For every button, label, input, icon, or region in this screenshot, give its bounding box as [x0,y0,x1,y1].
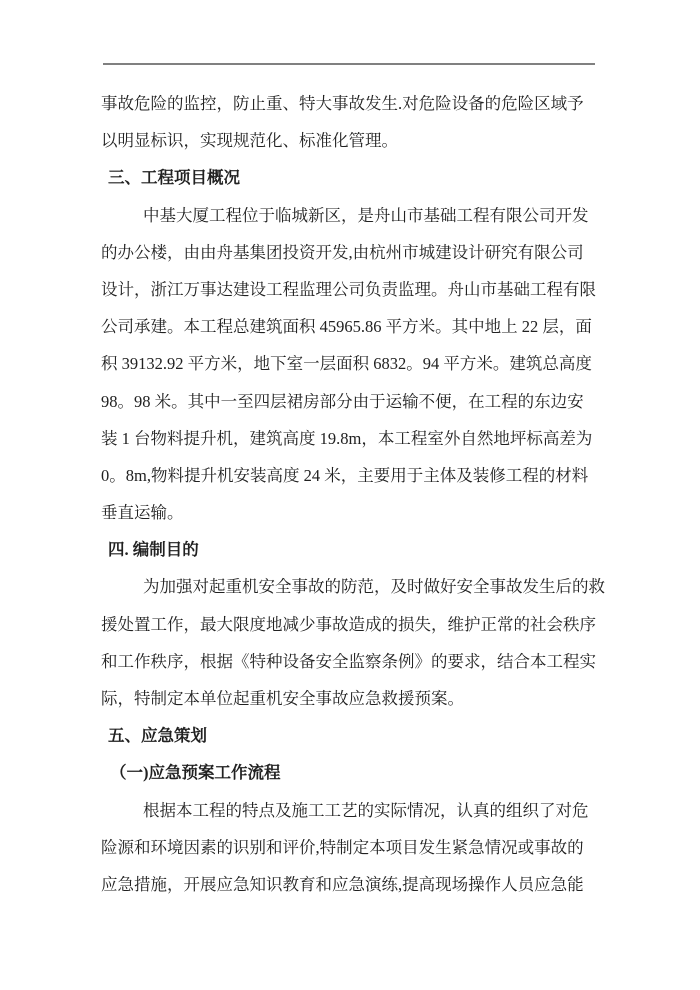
paragraph-line: 应急措施，开展应急知识教育和应急演练,提高现场操作人员应急能 [101,874,584,894]
paragraph-line: 和工作秩序，根据《特种设备安全监察条例》的要求，结合本工程实 [101,651,596,671]
paragraph-line: 际，特制定本单位起重机安全事故应急救援预案。 [101,689,464,708]
paragraph-line: 98。98 米。其中一至四层裙房部分由于运输不便，在工程的东边安 [101,391,584,411]
section-heading: 五、应急策划 [108,726,207,746]
paragraph-line: 积 39132.92 平方米，地下室一层面积 6832。94 平方米。建筑总高度 [101,354,592,374]
section-heading: 三、工程项目概况 [108,168,240,188]
header-rule [103,63,595,65]
section-subheading: （一)应急预案工作流程 [110,763,281,783]
paragraph-line: 根据本工程的特点及施工工艺的实际情况，认真的组织了对危 [143,800,589,820]
paragraph-line: 0。8m,物料提升机安装高度 24 米，主要用于主体及装修工程的材料 [101,465,589,485]
paragraph-line: 中基大厦工程位于临城新区，是舟山市基础工程有限公司开发 [143,205,589,225]
paragraph-line: 垂直运输。 [101,503,184,523]
paragraph-line: 援处置工作，最大限度地减少事故造成的损失，维护正常的社会秩序 [101,614,596,634]
paragraph-line: 以明显标识，实现规范化、标准化管理。 [101,131,398,151]
paragraph-line: 事故危险的监控，防止重、特大事故发生.对危险设备的危险区域予 [101,94,584,113]
paragraph-line: 公司承建。本工程总建筑面积 45965.86 平方米。其中地上 22 层，面 [101,317,592,337]
paragraph-line: 的办公楼，由由舟基集团投资开发,由杭州市城建设计研究有限公司 [101,242,584,262]
paragraph-line: 装 1 台物料提升机，建筑高度 19.8m，本工程室外自然地坪标高差为 [101,428,593,448]
paragraph-line: 险源和环境因素的识别和评价,特制定本项目发生紧急情况或事故的 [101,837,584,857]
section-heading: 四. 编制目的 [108,540,199,560]
paragraph-line: 设计，浙江万事达建设工程监理公司负责监理。舟山市基础工程有限 [101,279,596,299]
paragraph-line: 为加强对起重机安全事故的防范，及时做好安全事故发生后的救 [143,577,605,597]
document-body [101,85,605,903]
